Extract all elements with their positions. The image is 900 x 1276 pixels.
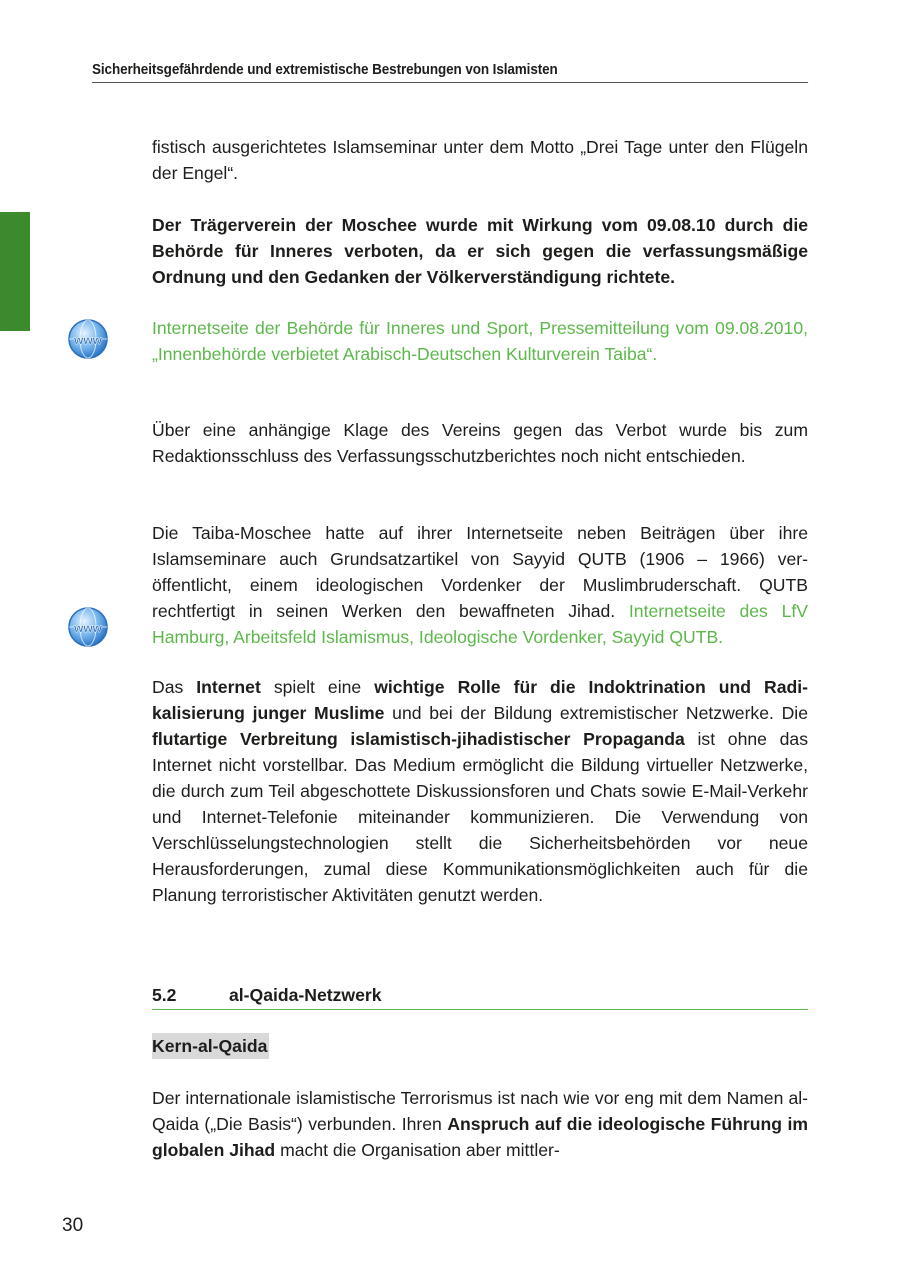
paragraph-al-qaida: Der internationale islamistische Terrorismus ist nach wie vor eng mit dem Namen al-Qaida („Die Basis“) verbunden. Ihren Anspruch auf die ideologische Führung im globalen Jihad macht die Organisation aber mittler- [152, 1088, 808, 1160]
chapter-side-tab [0, 212, 30, 331]
paragraph-text: Die Taiba-Moschee hatte auf ihrer Internetseite neben Beiträgen über ihre Islamseminare auch Grundsatzartikel von Sayyid QUTB (1906 – 1966) veröffentlicht, einem ideologischen Vordenker der Muslimbruderschaft. QUTB rechtfertigt in seinen Werken den bewaffneten Jihad. [152, 523, 808, 621]
www-globe-icon [67, 318, 109, 360]
paragraph-taiba-mosque [152, 520, 808, 650]
svg-text:www: www [73, 333, 103, 347]
section-title: al-Qaida-Netzwerk [229, 985, 382, 1005]
svg-text:www: www [73, 621, 103, 635]
link-lfv-hamburg[interactable]: Internetseite des LfV Hamburg, Arbeitsfeld Islamismus, Ideologische Vordenker, Sayyid QUTB. [152, 601, 808, 647]
paragraph-lawsuit: Über eine anhängige Klage des Vereins gegen das Verbot wurde bis zum Redaktionsschluss des Verfassungsschutzberichtes noch nicht entschieden. [152, 420, 808, 466]
section-number: 5.2 [152, 985, 177, 1005]
paragraph-internet-role: Das Internet spielt eine wichtige Rolle für die Indoktrination und Radikalisierung junger Muslime und bei der Bildung extremistischer Netzwerke. Die flutartige Verbreitung islamistisch-jihadistischer Propaganda ist ohne das Internet nicht vorstellbar. Das Medium ermöglicht die Bildung virtueller Netzwerke, die durch zum Teil abgeschottete Diskussionsforen und Chats sowie E-Mail-Verkehr und Internet-Telefonie miteinander kommunizieren. Die Verwendung von Verschlüsselungstechnologien stellt die Sicherheitsbehörden vor neue Herausforderungen, zumal diese Kommunikationsmöglichkeiten auch für die Planung terroristischer Aktivitäten genutzt werden. [152, 677, 809, 905]
sub-heading: Kern-al-Qaida [152, 1033, 269, 1059]
paragraph-ban-notice: Der Trägerverein der Moschee wurde mit Wirkung vom 09.08.10 durch die Behörde für Inneres verboten, da er sich gegen die verfassungsmäßige Ordnung und den Gedanken der Völkerverständigung richtete. [152, 215, 808, 287]
section-heading [152, 983, 808, 1010]
www-globe-icon [67, 606, 109, 648]
page-number: 30 [62, 1215, 84, 1236]
running-header: Sicherheitsgefährdende und extremistische Bestrebungen von Islamisten [92, 62, 808, 83]
link-press-release[interactable]: Internetseite der Behörde für Inneres und Sport, Pressemitteilung vom 09.08.2010, „Innenbehörde verbietet Arabisch-Deutschen Kulturverein Taiba“. [152, 318, 808, 364]
paragraph-seminar: fistisch ausgerichtetes Islamseminar unter dem Motto „Drei Tage unter den Flügeln der Engel“. [152, 137, 808, 183]
